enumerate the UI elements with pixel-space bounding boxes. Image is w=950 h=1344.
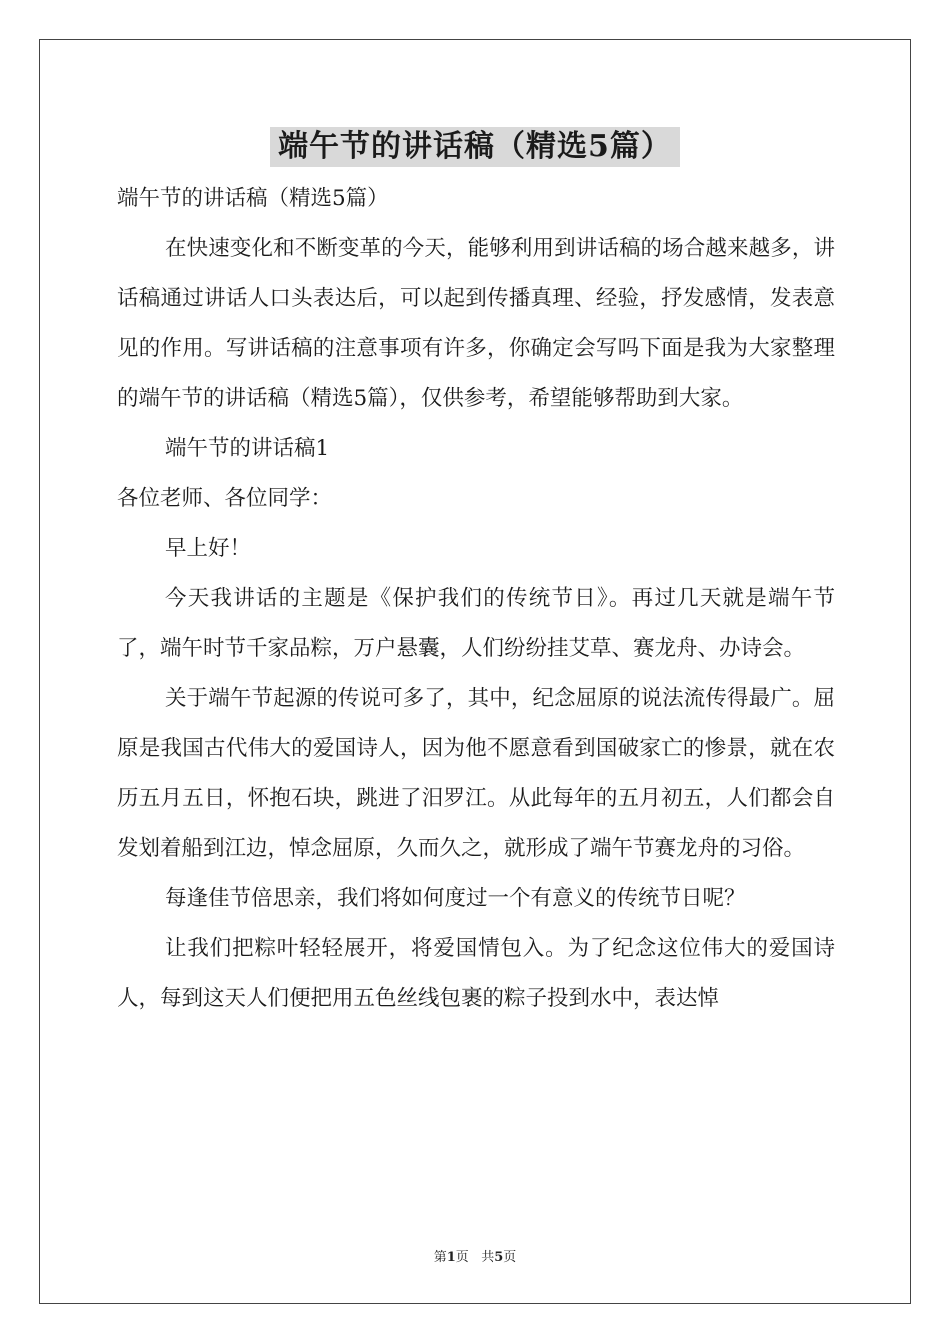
document-body [117, 174, 835, 1024]
salutation: 各位老师、各位同学： [117, 486, 333, 511]
paragraph: 关于端午节起源的传说可多了，其中，纪念屈原的说法流传得最广。屈原是我国古代伟大的爱国诗人，因为他不愿意看到国破家亡的惨景，就在农历五月五日，怀抱石块，跳进了汨罗江。从此每年的五月初五，人们都会自发划着船到江边，悼念屈原，久而久之，就形成了端午节赛龙舟的习俗。 [117, 686, 835, 861]
total-suffix: 页 [503, 1250, 517, 1265]
total-prefix: 共 [481, 1250, 495, 1265]
document-title: 端午节的讲话稿（精选5篇） [270, 127, 680, 167]
paragraph: 端午节的讲话稿（精选5篇） [117, 186, 389, 211]
greeting: 早上好！ [165, 536, 252, 561]
total-pages: 5 [494, 1250, 504, 1265]
page-prefix: 第 [433, 1250, 447, 1265]
page-footer [0, 1246, 950, 1265]
paragraph: 让我们把粽叶轻轻展开，将爱国情包入。为了纪念这位伟大的爱国诗人，每到这天人们便把用五色丝线包裹的粽子投到水中，表达悼 [117, 936, 835, 1011]
paragraph: 今天我讲话的主题是《保护我们的传统节日》。再过几天就是端午节了，端午时节千家品粽，万户悬囊，人们纷纷挂艾草、赛龙舟、办诗会。 [117, 586, 835, 661]
page-number: 1 [446, 1250, 456, 1265]
title-container [0, 127, 950, 167]
paragraph: 在快速变化和不断变革的今天，能够利用到讲话稿的场合越来越多，讲话稿通过讲话人口头表达后，可以起到传播真理、经验，抒发感情，发表意见的作用。写讲话稿的注意事项有许多，你确定会写吗下面是我为大家整理的端午节的讲话稿（精选5篇），仅供参考，希望能够帮助到大家。 [117, 236, 835, 411]
page-suffix: 页 [455, 1250, 469, 1265]
section-heading: 端午节的讲话稿1 [165, 436, 330, 461]
paragraph: 每逢佳节倍思亲，我们将如何度过一个有意义的传统节日呢？ [165, 886, 746, 911]
